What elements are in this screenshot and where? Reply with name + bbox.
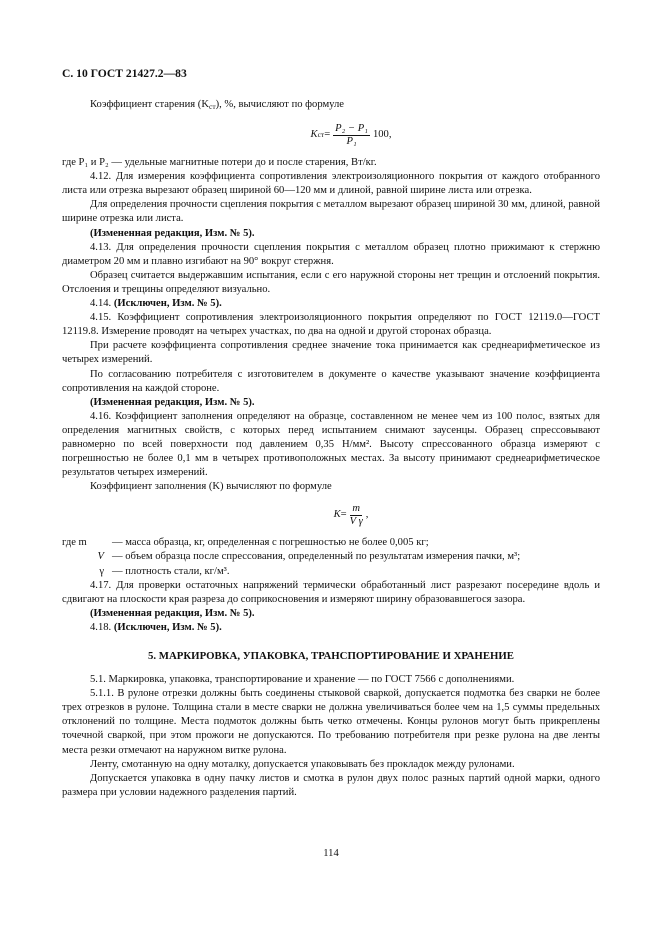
formula1-numerator: P₂ − P₁ (335, 122, 368, 134)
where1: где P₁ и P₂ — удельные магнитные потери до и после старения, Вт/кг. (62, 157, 377, 169)
where2-symbol: V (97, 551, 104, 563)
formula2-tail: , (365, 509, 369, 521)
formula1-lhs: K (310, 129, 318, 141)
formula1-eq: = (324, 129, 331, 141)
formula2-lhs: K (333, 509, 341, 521)
para-5-1-1-c: Допускается упаковка в одну пачку листов и смотка в рулон двух полос разных партий одной марки, одного размера при условии надежного разделения партий. (62, 772, 600, 798)
page-number: 114 (323, 848, 339, 859)
para-4-12-b: Для определения прочности сцепления покрытия с металлом вырезают образец шириной 30 мм, длиной, равной ширине отрезка или листа. (62, 199, 600, 225)
where2-text: — объем образца после спрессования, определенный по результатам измерения пачки, м³; (112, 551, 521, 563)
para-4-12-a: 4.12. Для измерения коэффициента сопротивления электроизоляционного покрытия от каждого отобранного листа или отрезка вырезают образец шириной 60—120 мм и длиной, равной ширине листа или отрезка. (62, 171, 600, 197)
where2-item (62, 550, 600, 564)
formula1-lhs-sub: ст (317, 130, 325, 140)
formula1-denominator: P₁ (346, 135, 357, 147)
formula1-fraction (333, 123, 370, 148)
para-4-13-b: Образец считается выдержавшим испытания, если с его наружной стороны нет трещин и отслоений покрытия. Отслоения и трещины определяют визуально. (62, 269, 600, 295)
para-4-14-number: 4.14. (90, 298, 112, 310)
where2-text: — плотность стали, кг/м³. (112, 565, 230, 577)
aging-intro (62, 98, 600, 114)
para-4-15-c: По согласованию потребителя с изготовителем в документе о качестве указывают значение коэффициента сопротивления на каждой стороне. (62, 368, 600, 394)
para-4-16-b: Коэффициент заполнения (K) вычисляют по формуле (90, 481, 332, 493)
section-5-title: 5. МАРКИРОВКА, УПАКОВКА, ТРАНСПОРТИРОВАНИЕ И ХРАНЕНИЕ (147, 650, 515, 662)
para-5-1-1-b: Ленту, смотанную на одну моталку, допускается упаковывать без прокладок между рулонами. (90, 758, 515, 770)
revision-note-3: (Измененная редакция, Изм. № 5). (90, 607, 255, 619)
aging-formula (102, 115, 600, 155)
para-4-17: 4.17. Для проверки остаточных напряжений термически обработанный лист разрезают посередине вдоль и сдвигают на плоскости края разреза до соприкосновения и измеряют ширину образовавшегося зазора. (62, 579, 600, 605)
formula2-denominator: V γ (349, 515, 363, 527)
para-4-16-a: 4.16. Коэффициент заполнения определяют на образце, составленном не менее чем из 100 полос, взятых для определения магнитных свойств, с которых перед испытанием снимают заусенцы. Образец спрессовывают равномерно по всей поверхности под давлением 0,35 Н/мм². Высоту спрессованного образца измеряют с погрешностью не более 0,1 мм в четырех противоположных местах. За высоту принимают среднеарифметическое результатов четырех измерений. (62, 410, 600, 479)
page-header: С. 10 ГОСТ 21427.2—83 (62, 67, 187, 80)
revision-note-2: (Измененная редакция, Изм. № 5). (90, 396, 255, 408)
formula2-numerator: m (352, 502, 361, 514)
para-5-1: 5.1. Маркировка, упаковка, транспортирование и хранение — по ГОСТ 7566 с дополнениями. (90, 674, 515, 686)
fill-formula (102, 495, 600, 535)
aging-intro-sub: ст (208, 102, 216, 111)
revision-note-1: (Измененная редакция, Изм. № 5). (90, 227, 255, 239)
where2-item (62, 565, 600, 579)
para-4-13-a: 4.13. Для определения прочности сцепления покрытия с металлом образец плотно прижимают к стержню диаметром 20 мм и плавно изгибают на 90° вокруг стержня. (62, 241, 600, 267)
aging-intro-text: Коэффициент старения (K (90, 99, 209, 110)
para-5-1-1: 5.1.1. В рулоне отрезки должны быть соединены стыковой сваркой, допускается подмотка без сварки не более трех отрезков в рулоне. Толщина стали в месте сварки не должна увеличиваться более чем на 1,5 суммы предельных отклонений по толщине. Места подмоток должны быть четко отмечены. Концы рулонов могут быть прикреплены точечной сваркой, при этом прожоги не допускаются. По требованию потребителя при резке рулона на две ленты места резки отмечают на наружном витке рулона. (62, 688, 600, 756)
para-4-18-text: (Исключен, Изм. № 5). (113, 621, 222, 633)
formula2-fraction (350, 503, 363, 528)
formula1-tail: 100, (372, 129, 392, 141)
para-4-18-number: 4.18. (90, 621, 112, 633)
where2-symbol: γ (99, 565, 104, 577)
document-body (62, 98, 600, 800)
where2-list (62, 536, 600, 578)
where2-item (62, 536, 600, 550)
para-4-14-text: (Исключен, Изм. № 5). (113, 298, 222, 310)
where2-text: — масса образца, кг, определенная с погрешностью не более 0,005 кг; (112, 537, 429, 549)
aging-intro-rest: ), %, вычисляют по формуле (215, 99, 345, 110)
formula2-eq: = (340, 509, 347, 521)
para-4-18 (62, 621, 600, 635)
where2-symbol: где m (62, 537, 87, 549)
para-4-14 (62, 297, 600, 311)
para-4-15-b: При расчете коэффициента сопротивления среднее значение тока принимается как среднеарифметическое из четырех измерений. (62, 340, 600, 366)
para-4-15-a: 4.15. Коэффициент сопротивления электроизоляционного покрытия определяют по ГОСТ 12119.0—ГОСТ 12119.8. Измерение проводят на четырех участках, по два на одной и другой сторонах образца. (62, 312, 600, 338)
